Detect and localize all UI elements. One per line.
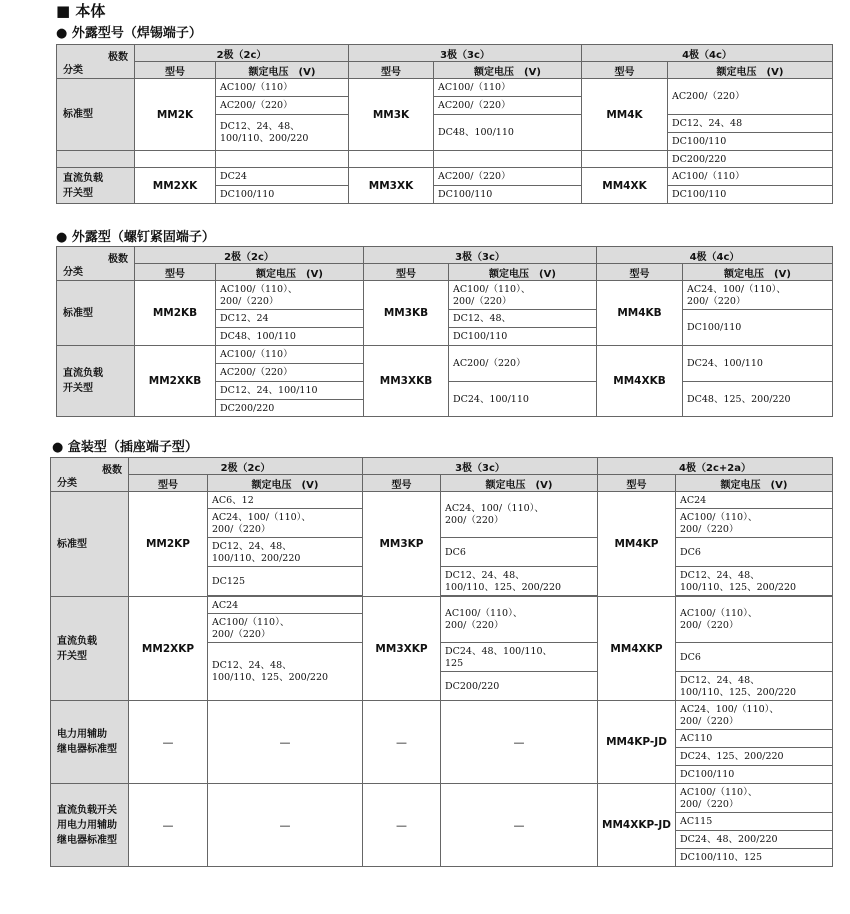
section-heading-screw: ● 外露型（螺钉紧固端子） [56,230,215,245]
voltage-cell: DC24、125、200/220 [676,748,833,766]
category-label: 分类 [57,477,77,489]
model-cell: MM3XKP [363,597,441,701]
voltage-cell: DC6 [441,538,598,567]
model-cell: MM4XK [582,168,668,204]
model-cell: MM2KB [135,281,216,346]
empty-dash: — [208,784,363,867]
voltage-cell: AC24、100/（110）、 200/（220） [208,509,363,538]
voltage-cell: DC6 [676,538,833,567]
voltage-cell: AC100/（110）、 200/（220） [676,597,833,643]
category-dc-load: 直流负载 开关型 [57,346,135,417]
category-standard: 标准型 [57,281,135,346]
voltage-cell: DC100/110 [676,766,833,784]
model-cell: MM2K [135,79,216,151]
model-header: 型号 [349,62,434,79]
voltage-cell: DC100/110 [449,328,597,346]
voltage-cell: AC100/（110）、 200/（220） [208,614,363,643]
corner-header [57,45,135,79]
model-header: 型号 [135,264,216,281]
category-standard: 标准型 [51,492,129,597]
voltage-cell: DC24 [216,168,349,186]
model-cell: MM4XKB [597,346,683,417]
voltage-cell: AC100/（110） [434,79,582,97]
voltage-cell: DC48、100/110 [434,115,582,151]
category-dc-load: 直流负载 开关型 [51,597,129,701]
spec-table-socket [50,457,833,867]
model-cell: MM4K [582,79,668,151]
voltage-cell: DC100/110 [216,186,349,204]
pole-header-3: 3极（3c） [364,247,597,264]
voltage-cell: DC200/220 [668,151,833,168]
voltage-cell: DC24、100/110 [449,382,597,417]
voltage-cell: DC12、24、48、 100/110、125、200/220 [676,672,833,701]
voltage-cell: DC12、24、48、 100/110、125、200/220 [441,567,598,596]
poles-label: 极数 [108,51,128,63]
poles-label: 极数 [102,464,122,476]
empty-dash: — [441,784,598,867]
empty-dash: — [208,701,363,784]
voltage-cell: DC12、24 [216,310,364,328]
voltage-cell: AC200/（220） [668,79,833,115]
model-header: 型号 [135,62,216,79]
model-cell: MM3XKB [364,346,449,417]
poles-label: 极数 [108,253,128,265]
model-cell: MM2XK [135,168,216,204]
voltage-cell: DC12、24、48、 100/110、125、200/220 [208,643,363,701]
voltage-cell: AC100/（110）、 200/（220） [449,281,597,310]
voltage-cell: AC200/（220） [216,97,349,115]
spec-table-solder [56,44,833,204]
empty-dash: — [363,701,441,784]
voltage-cell: AC100/（110） [216,79,349,97]
voltage-cell: DC100/110 [683,310,833,346]
pole-header-4: 4极（2c+2a） [598,458,833,475]
voltage-cell: AC200/（220） [449,346,597,382]
model-header: 型号 [598,475,676,492]
pole-header-2: 2极（2c） [129,458,363,475]
voltage-cell: AC200/（220） [216,364,364,382]
voltage-cell: DC100/110 [668,133,833,151]
model-header: 型号 [363,475,441,492]
voltage-cell: AC100/（110） [668,168,833,186]
voltage-header: 额定电压 (V) [683,264,833,281]
empty-dash: — [441,701,598,784]
spec-table-screw [56,246,833,417]
voltage-cell: DC200/220 [441,672,598,701]
voltage-cell: DC125 [208,567,363,596]
section-heading-solder: ● 外露型号（焊锡端子） [56,26,202,41]
empty-dash: — [363,784,441,867]
page-title: ■ 本体 [56,2,106,20]
voltage-header: 额定电压 (V) [449,264,597,281]
model-cell: MM4KP [598,492,676,597]
voltage-cell: AC24、100/（110）、 200/（220） [441,492,598,538]
model-cell: MM4KB [597,281,683,346]
category-dc-power-aux: 直流负载开关 用电力用辅助 继电器标准型 [51,784,129,867]
empty-dash: — [129,701,208,784]
voltage-cell: AC24、100/（110）、 200/（220） [676,701,833,730]
voltage-cell: DC12、48、 [449,310,597,328]
voltage-cell: AC24 [676,492,833,509]
model-cell: MM2XKB [135,346,216,417]
voltage-header: 额定电压 (V) [216,62,349,79]
section-heading-socket: ● 盒装型（插座端子型） [52,440,198,455]
voltage-cell: AC200/（220） [434,168,582,186]
voltage-cell: DC12、24、48 [668,115,833,133]
empty-dash: — [129,784,208,867]
voltage-cell: DC24、48、100/110、 125 [441,643,598,672]
voltage-cell: DC200/220 [216,400,364,417]
model-header: 型号 [597,264,683,281]
model-header: 型号 [129,475,208,492]
model-header: 型号 [582,62,668,79]
voltage-cell: AC110 [676,730,833,748]
voltage-cell: AC100/（110）、 200/（220） [676,509,833,538]
voltage-header: 额定电压 (V) [216,264,364,281]
model-cell: MM4XKP [598,597,676,701]
model-cell: MM4XKP-JD [598,784,676,867]
voltage-header: 额定电压 (V) [668,62,833,79]
model-cell: MM3K [349,79,434,151]
voltage-cell: DC48、100/110 [216,328,364,346]
voltage-cell: AC100/（110）、 200/（220） [216,281,364,310]
corner-header [51,458,129,492]
model-cell: MM2XKP [129,597,208,701]
voltage-cell: AC24 [208,597,363,614]
voltage-cell: DC48、125、200/220 [683,382,833,417]
voltage-cell: AC200/（220） [434,97,582,115]
model-cell: MM3XK [349,168,434,204]
voltage-cell: DC24、48、200/220 [676,831,833,849]
pole-header-4: 4极（4c） [582,45,833,62]
corner-header [57,247,135,281]
voltage-header: 额定电压 (V) [434,62,582,79]
voltage-cell: DC12、24、100/110 [216,382,364,400]
voltage-cell: DC24、100/110 [683,346,833,382]
model-header: 型号 [364,264,449,281]
voltage-cell: AC100/（110）、 200/（220） [676,784,833,813]
voltage-cell: DC100/110 [668,186,833,204]
voltage-header: 额定电压 (V) [208,475,363,492]
voltage-cell: DC12、24、48、 100/110、125、200/220 [676,567,833,596]
model-cell: MM2KP [129,492,208,597]
voltage-cell: DC12、24、48、 100/110、200/220 [208,538,363,567]
pole-header-3: 3极（3c） [349,45,582,62]
category-label: 分类 [63,64,83,76]
model-cell: MM3KP [363,492,441,597]
voltage-cell: AC6、12 [208,492,363,509]
voltage-header: 额定电压 (V) [676,475,833,492]
pole-header-2: 2极（2c） [135,45,349,62]
pole-header-3: 3极（3c） [363,458,598,475]
category-label: 分类 [63,266,83,278]
category-dc-load: 直流负载 开关型 [57,168,135,204]
voltage-cell: DC6 [676,643,833,672]
model-cell: MM3KB [364,281,449,346]
voltage-cell: AC24、100/（110）、 200/（220） [683,281,833,310]
voltage-cell: AC100/（110） [216,346,364,364]
voltage-cell: DC100/110、125 [676,849,833,867]
pole-header-2: 2极（2c） [135,247,364,264]
category-power-aux: 电力用辅助 继电器标准型 [51,701,129,784]
pole-header-4: 4极（4c） [597,247,833,264]
model-cell: MM4KP-JD [598,701,676,784]
voltage-cell: AC100/（110）、 200/（220） [441,597,598,643]
voltage-cell: DC100/110 [434,186,582,204]
voltage-cell: AC115 [676,813,833,831]
voltage-cell: DC12、24、48、 100/110、200/220 [216,115,349,151]
voltage-header: 额定电压 (V) [441,475,598,492]
category-standard: 标准型 [57,79,135,151]
